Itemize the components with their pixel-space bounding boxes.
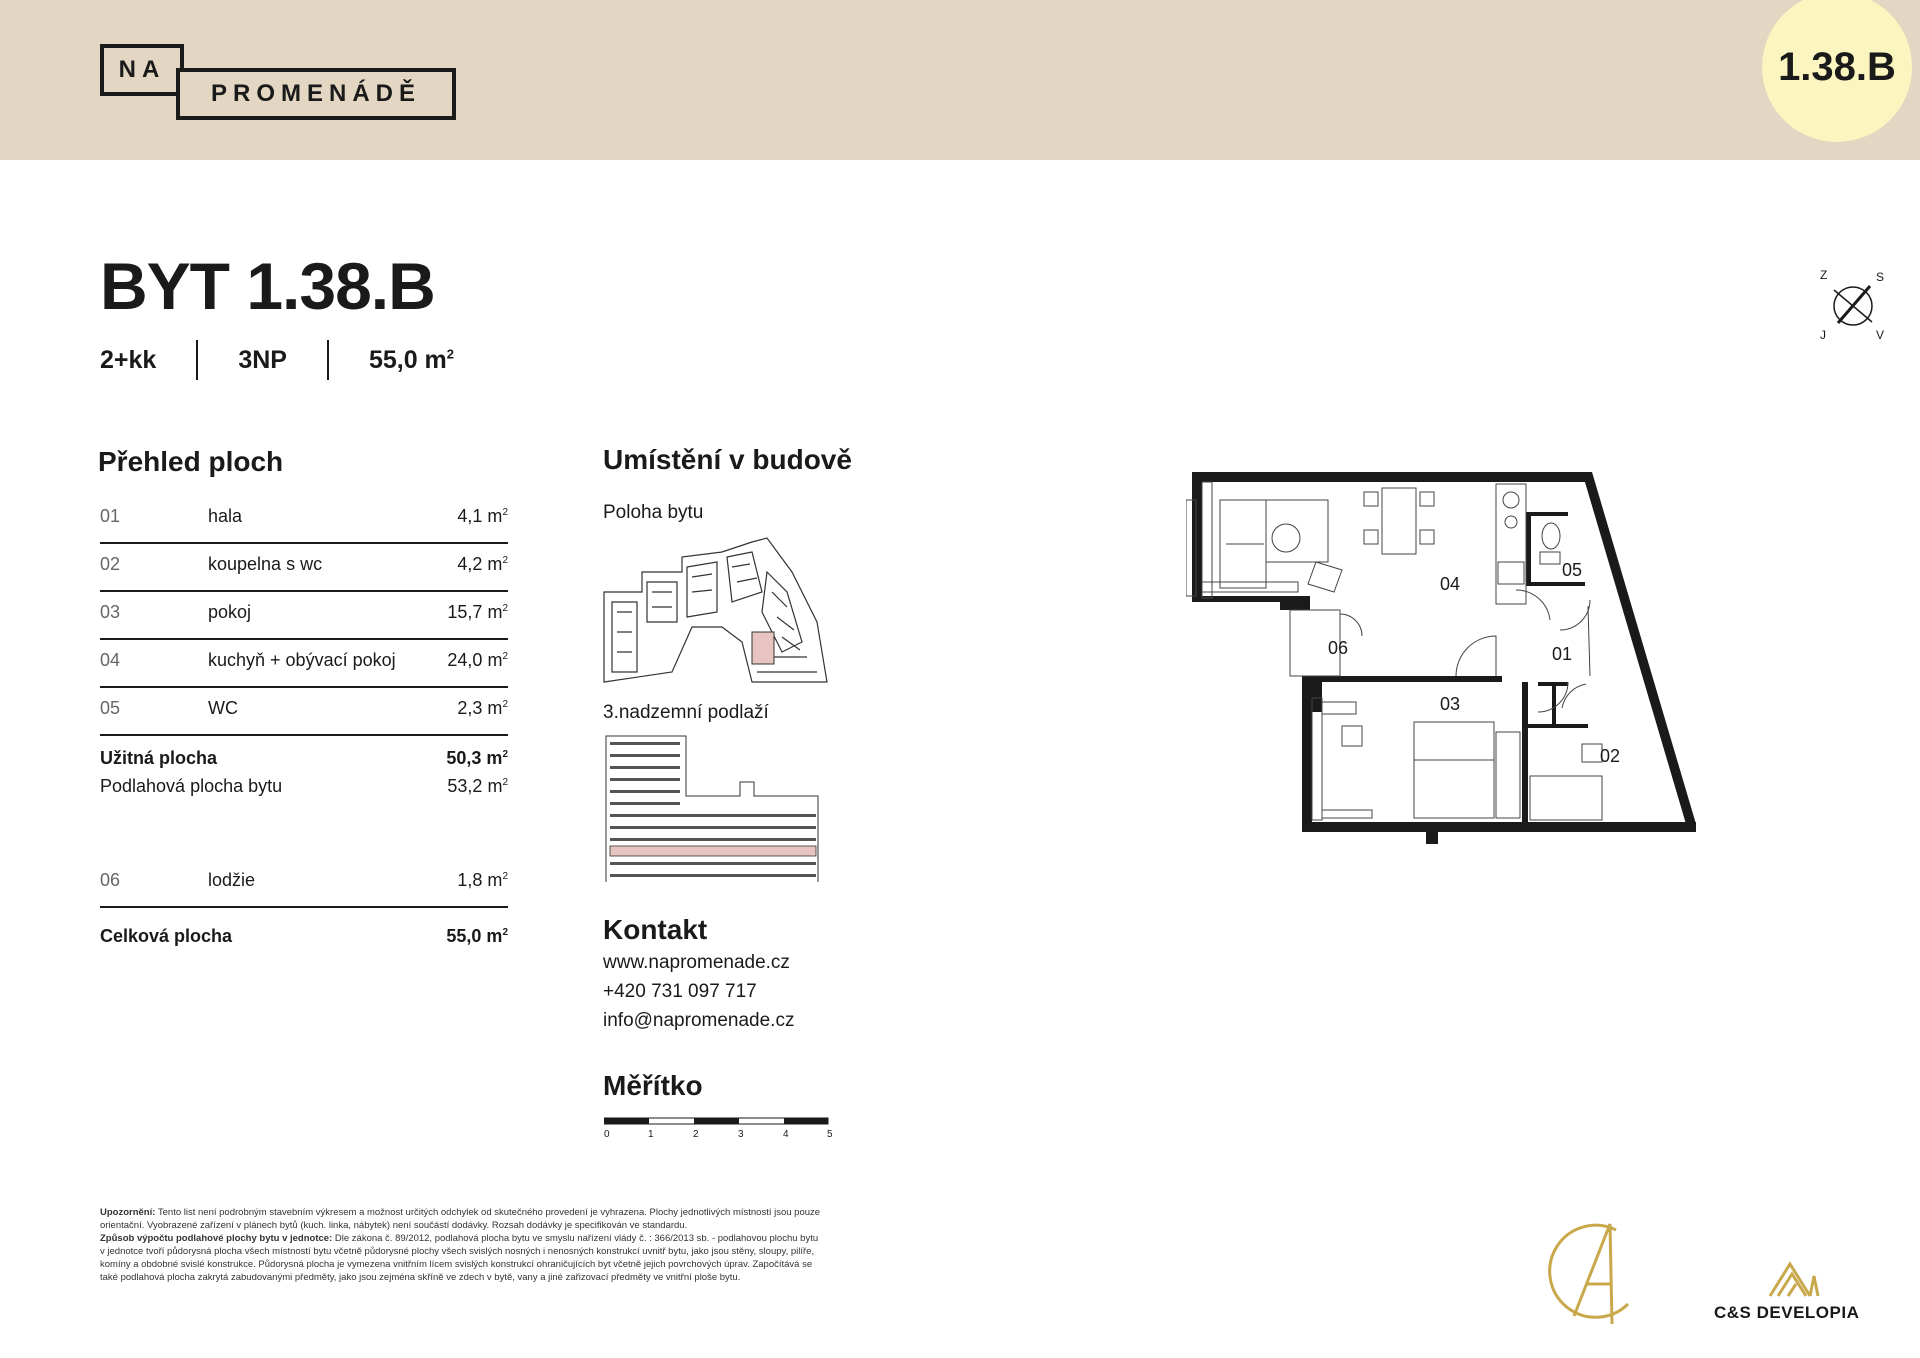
logo-promenade: PROMENÁDĚ xyxy=(176,68,456,120)
brand-name: C&S DEVELOPIA xyxy=(1714,1303,1860,1322)
location-heading: Umístění v budově xyxy=(603,444,852,475)
scale-tick: 4 xyxy=(783,1129,789,1140)
contact-heading: Kontakt xyxy=(603,914,708,945)
unit-layout: 2+kk xyxy=(100,345,157,374)
room-label-02: 02 xyxy=(1600,746,1621,766)
contact-web[interactable]: www.napromenade.cz xyxy=(603,952,790,973)
building-elevation xyxy=(604,732,822,884)
header-bar xyxy=(0,0,1920,160)
monogram-logo-icon xyxy=(1540,1216,1636,1328)
building-site-plan xyxy=(602,532,828,688)
areas-table xyxy=(100,496,508,950)
total-area-row: Celková plocha 55,0 $m^2$ xyxy=(100,926,508,946)
table-row: 03 pokoj 15,7 $m^2$ xyxy=(100,592,508,640)
logo-na: NA xyxy=(100,44,184,96)
developia-logo-icon xyxy=(1766,1256,1822,1298)
table-row: 04 kuchyň + obývací pokoj 24,0 $m^2$ xyxy=(100,640,508,688)
scale-tick: 5 xyxy=(827,1129,833,1140)
room-label-06: 06 xyxy=(1328,638,1349,658)
floor-label: 3.nadzemní podlaží xyxy=(603,702,769,723)
divider xyxy=(196,340,198,380)
table-row: 05 WC 2,3 $m^2$ xyxy=(100,688,508,736)
contact-email[interactable]: info@napromenade.cz xyxy=(603,1010,795,1031)
room-label-01: 01 xyxy=(1552,644,1573,664)
unit-floor: 3NP xyxy=(238,345,287,374)
position-label: Poloha bytu xyxy=(603,502,704,523)
contact-phone[interactable]: +420 731 097 717 xyxy=(603,981,757,1002)
loggia-row: 06 lodžie 1,8 $m^2$ xyxy=(100,860,508,908)
floor-area-row: Podlahová plocha bytu 53,2 $m^2$ xyxy=(100,776,508,796)
floor-plan xyxy=(1186,470,1702,844)
room-label-04: 04 xyxy=(1440,574,1461,594)
scale-bar xyxy=(604,1117,834,1143)
compass-icon: Z S J V xyxy=(1820,268,1885,342)
divider xyxy=(327,340,329,380)
scale-tick: 3 xyxy=(738,1129,744,1140)
disclaimer: Upozornění: Tento list není podrobným stavebním výkresem a možnost určitých odchylek od skutečného provedení je vyhrazena. Plochy jednotlivých místností jsou pouze orientační. Vyobrazené zařízení v plánech bytů (kuch. linka, nábytek) není součástí dodávky. Rozsah dodávky je specifikován ve standardu. Způsob výpočtu podlahové plochy bytu v jednotce: Dle zákona č. 89/2012, podlahová plocha bytu ve smyslu nařízení vlády č. : 366/2013 sb. - podlahovou plochu bytu v jednotce tvoří půdorysná plocha všech místností bytu včetně půdorysné plochy všech svislých nosných i nenosných konstrukcí uvnitř bytu, jako jsou stěny, sloupy, pilíře, komíny a obdobné svislé konstrukce. Půdorysná plocha je vymezena vnitřním lícem svislých konstrukcí ohraničujících byt včetně jejich povrchových úprav. Započítává se také podlahová plocha zakrytá zabudovanými předměty, jako jsou zejména skříně ve zdech v bytě, vany a jiné zařizovací předměty ve vnitřní ploše bytu. xyxy=(100,1207,821,1283)
scale-heading: Měřítko xyxy=(603,1070,703,1101)
areas-heading: Přehled ploch xyxy=(98,446,284,477)
table-row: 01 hala 4,1 $m^2$ xyxy=(100,496,508,544)
scale-tick: 1 xyxy=(648,1129,654,1140)
room-label-03: 03 xyxy=(1440,694,1461,714)
unit-badge: 1.38.B xyxy=(1762,0,1912,142)
unit-meta xyxy=(100,340,454,380)
scale-tick: 0 xyxy=(604,1129,610,1140)
table-row: 02 koupelna s wc 4,2 $m^2$ xyxy=(100,544,508,592)
page-title: BYT 1.38.B xyxy=(100,249,435,323)
room-label-05: 05 xyxy=(1562,560,1583,580)
scale-tick: 2 xyxy=(693,1129,699,1140)
unit-area: 55,0 $m^2$ xyxy=(368,345,455,374)
usable-area-row: Užitná plocha 50,3 $m^2$ xyxy=(100,748,508,768)
